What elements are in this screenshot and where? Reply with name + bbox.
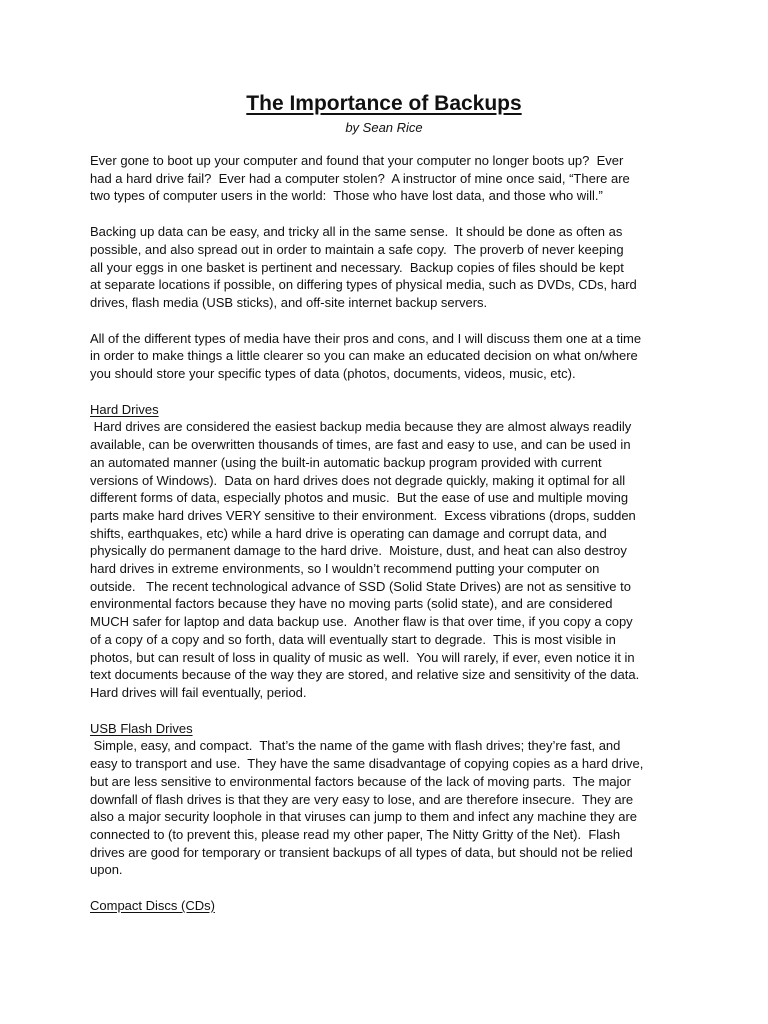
- hard-drives-line: shifts, earthquakes, etc) while a hard drive is operating can damage and corrupt data, and: [90, 525, 607, 541]
- media-types-line: in order to make things a little clearer so you can make an educated decision on what on/where: [90, 348, 638, 364]
- usb-flash-section: [90, 720, 710, 879]
- intro-line: had a hard drive fail? Ever had a computer stolen? A instructor of mine once said, “There are: [90, 170, 630, 186]
- document-body: [90, 152, 710, 933]
- compact-discs-section: [90, 897, 710, 915]
- intro-line: two types of computer users in the world: Those who have lost data, and those who will.”: [90, 188, 603, 204]
- hard-drives-line: MUCH safer for laptop and data backup use. Another flaw is that over time, if you copy a copy: [90, 614, 633, 630]
- backing-up-line: possible, and also spread out in order to maintain a safe copy. The proverb of never keeping: [90, 241, 624, 257]
- usb-flash-line: downfall of flash drives is that they are very easy to lose, and are therefore insecure. They are: [90, 791, 634, 807]
- hard-drives-line: physically do permanent damage to the hard drive. Moisture, dust, and heat can also destroy: [90, 543, 627, 559]
- usb-flash-line: also a major security loophole in that viruses can jump to them and infect any machine they are: [90, 809, 638, 825]
- hard-drives-line: different forms of data, especially photos and music. But the ease of use and multiple moving: [90, 490, 629, 506]
- hard-drives-line: Hard drives will fail eventually, period.: [90, 684, 307, 700]
- usb-flash-heading: USB Flash Drives: [90, 720, 193, 736]
- hard-drives-line: hard drives in extreme environments, so I wouldn’t recommend putting your computer on: [90, 561, 600, 577]
- hard-drives-line: of a copy of a copy and so forth, data will eventually start to degrade. This is most visible in: [90, 631, 616, 647]
- hard-drives-line: outside. The recent technological advance of SSD (Solid State Drives) are not as sensitive to: [90, 578, 631, 594]
- hard-drives-line: Hard drives are considered the easiest backup media because they are almost always readily: [90, 419, 632, 435]
- hard-drives-line: parts make hard drives VERY sensitive to their environment. Excess vibrations (drops, sudden: [90, 507, 636, 523]
- intro-paragraph: [90, 152, 710, 205]
- media-types-line: All of the different types of media have their pros and cons, and I will discuss them one at a time: [90, 330, 642, 346]
- usb-flash-line: but are less sensitive to environmental factors because of the lack of moving parts. The major: [90, 773, 631, 789]
- intro-line: Ever gone to boot up your computer and found that your computer no longer boots up? Ever: [90, 153, 624, 168]
- usb-flash-line: connected to (to prevent this, please read my other paper, The Nitty Gritty of the Net). Flash: [90, 826, 621, 842]
- usb-flash-line: drives are good for temporary or transient backups of all types of data, but should not be relied: [90, 844, 633, 860]
- hard-drives-line: text documents because of the way they are stored, and relative size and sensitivity of the data.: [90, 667, 640, 683]
- hard-drives-section: [90, 401, 710, 702]
- backing-up-line: all your eggs in one basket is pertinent and necessary. Backup copies of files should be kept: [90, 259, 624, 275]
- hard-drives-line: versions of Windows). Data on hard drives does not degrade quickly, making it optimal for all: [90, 472, 626, 488]
- hard-drives-line: available, can be overwritten thousands of times, are fast and easy to use, and can be used in: [90, 437, 631, 453]
- usb-flash-line: upon.: [90, 862, 123, 878]
- hard-drives-heading: Hard Drives: [90, 401, 159, 417]
- document-byline: by Sean Rice: [345, 120, 423, 135]
- media-types-paragraph: [90, 330, 710, 383]
- backing-up-paragraph: [90, 223, 710, 312]
- media-types-line: you should store your specific types of data (photos, documents, videos, music, etc).: [90, 366, 576, 382]
- backing-up-line: drives, flash media (USB sticks), and off-site internet backup servers.: [90, 294, 488, 310]
- compact-discs-heading: Compact Discs (CDs): [90, 898, 215, 914]
- backing-up-line: at separate locations if possible, on differing types of physical media, such as DVDs, CDs, hard: [90, 277, 637, 293]
- usb-flash-line: easy to transport and use. They have the same disadvantage of copying copies as a hard drive,: [90, 756, 644, 772]
- hard-drives-line: photos, but can result of loss in quality of music as well. You will rarely, if ever, even notice it in: [90, 649, 635, 665]
- document-title-text: The Importance of Backups: [246, 92, 522, 115]
- usb-flash-line: Simple, easy, and compact. That’s the name of the game with flash drives; they’re fast, and: [90, 738, 621, 754]
- document-title: [0, 90, 768, 118]
- hard-drives-line: environmental factors because they have no moving parts (solid state), and are considered: [90, 596, 613, 612]
- backing-up-line: Backing up data can be easy, and tricky all in the same sense. It should be done as often as: [90, 224, 623, 240]
- hard-drives-line: an automated manner (using the built-in automatic backup program provided with current: [90, 454, 602, 470]
